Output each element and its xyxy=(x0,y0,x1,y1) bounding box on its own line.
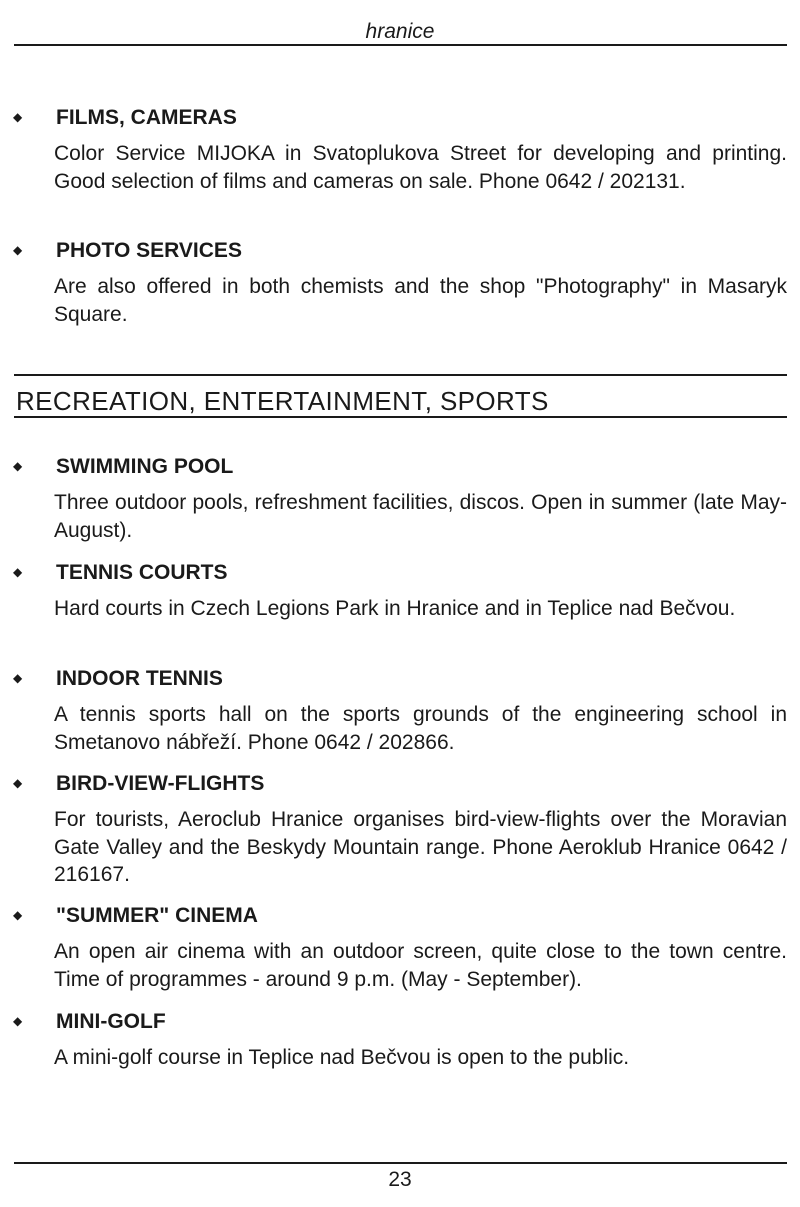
entry-title: MINI-GOLF xyxy=(56,1010,166,1033)
entry-body: Color Service MIJOKA in Svatoplukova Street for developing and printing. Good selection of films and cameras on sale. Phone 0642 / 202131. xyxy=(54,142,787,193)
running-head: hranice xyxy=(365,20,435,43)
bullet-icon: ◆ xyxy=(13,565,23,579)
entry-body: Are also offered in both chemists and the shop "Photography" in Masaryk Square. xyxy=(54,275,787,326)
bullet-icon: ◆ xyxy=(13,110,23,124)
entry-title: TENNIS COURTS xyxy=(56,561,228,584)
footer-rule xyxy=(14,1162,787,1164)
section-top-rule xyxy=(14,374,787,376)
section-heading: RECREATION, ENTERTAINMENT, SPORTS xyxy=(16,386,549,416)
page-number: 23 xyxy=(388,1168,412,1191)
entry-body: A mini-golf course in Teplice nad Bečvou is open to the public. xyxy=(54,1046,630,1069)
entry-title: INDOOR TENNIS xyxy=(56,667,223,690)
entry-title: SWIMMING POOL xyxy=(56,455,234,478)
entry-title: "SUMMER" CINEMA xyxy=(56,904,258,927)
entry-body: For tourists, Aeroclub Hranice organises bird-view-flights over the Moravian Gate Valley and the Beskydy Mountain range. Phone Aeroklub Hranice 0642 / 216167. xyxy=(54,808,787,886)
entry-title: PHOTO SERVICES xyxy=(56,239,242,262)
bullet-icon: ◆ xyxy=(13,459,23,473)
entry-title: FILMS, CAMERAS xyxy=(56,106,237,129)
bullet-icon: ◆ xyxy=(13,776,23,790)
entry-body: Three outdoor pools, refreshment facilities, discos. Open in summer (late May-August). xyxy=(54,491,787,542)
entry-title: BIRD-VIEW-FLIGHTS xyxy=(56,772,265,795)
section-bottom-rule xyxy=(14,416,787,418)
bullet-icon: ◆ xyxy=(13,671,23,685)
header-rule xyxy=(14,44,787,46)
entry-body: An open air cinema with an outdoor screen, quite close to the town centre. Time of programmes - around 9 p.m. (May - September). xyxy=(54,940,787,991)
entry-body: Hard courts in Czech Legions Park in Hranice and in Teplice nad Bečvou. xyxy=(54,597,736,620)
bullet-icon: ◆ xyxy=(13,1014,23,1028)
entry-body: A tennis sports hall on the sports grounds of the engineering school in Smetanovo nábřeží. Phone 0642 / 202866. xyxy=(54,703,787,754)
bullet-icon: ◆ xyxy=(13,243,23,257)
bullet-icon: ◆ xyxy=(13,908,23,922)
